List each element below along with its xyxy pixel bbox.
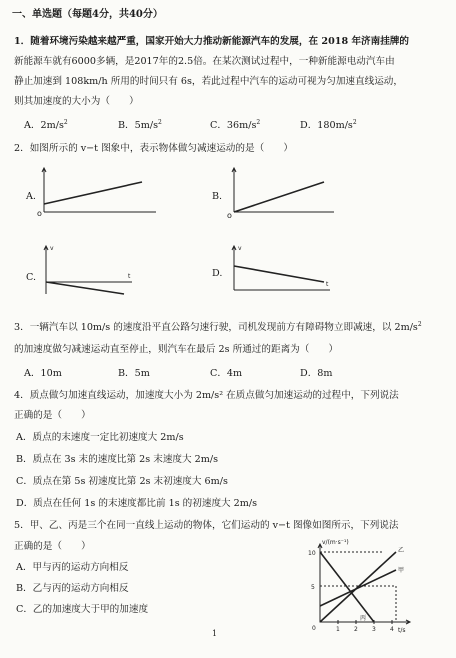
q1-option-c: C．$36m/s^2$ [210, 119, 261, 131]
q5-origin: 0 [312, 625, 316, 632]
q1-line-2: 新能源车就有6000多辆，是2017年的2.5倍。在某次测试过程中，一种新能源电动汽车由 [14, 56, 395, 67]
q1-line-3: 静止加速到 108km/h 所用的时间只有 6s，若此过程中汽车的运动可视为匀加速直线运动， [14, 76, 403, 87]
q1-option-b: B．$5m/s^2$ [118, 119, 162, 131]
q4-option-c: C．质点在第 5s 初速度比第 2s 末初速度大 6m/s [16, 476, 228, 487]
q1-line-1: 1．随着环境污染越来越严重，国家开始大力推动新能源汽车的发展，在 2018 年济南挂牌的 [14, 36, 410, 47]
q3-line-2: 的加速度做匀减速运动直至停止，则汽车在最后 2s 所通过的距离为（ ） [14, 344, 339, 355]
q5-vt-graph [304, 536, 414, 636]
q3-option-b: B．5m [118, 368, 150, 379]
q1-option-d: D．$180m/s^2$ [300, 119, 357, 131]
q3-option-d: D．8m [300, 368, 333, 379]
q5-y-tick-10: 10 [308, 550, 316, 557]
q3-line-1: 3．一辆汽车以 10m/s 的速度沿平直公路匀速行驶，司机发现前方有障碍物立即减速，以 $2m/s^2$ [14, 321, 422, 333]
q5-line-2: 正确的是（ ） [14, 541, 91, 552]
q5-y-tick-5: 5 [311, 584, 315, 591]
q4-option-b: B．质点在 3s 末的速度比第 2s 末速度大 2m/s [16, 454, 219, 465]
q4-line-2: 正确的是（ ） [14, 410, 91, 421]
q3-option-c: C．4m [210, 368, 243, 379]
svg-text:o: o [37, 209, 42, 218]
q1-option-a: A．$2m/s^2$ [24, 119, 68, 131]
svg-text:v: v [50, 245, 54, 252]
q4-line-1: 4．质点做匀加速直线运动，加速度大小为 2m/s² 在质点做匀加速运动的过程中，下列说法 [14, 390, 399, 401]
q5-line-1: 5．甲、乙、丙是三个在同一直线上运动的物体，它们运动的 v−t 图像如图所示，下列说法 [14, 520, 399, 531]
q5-x-unit: t/s [398, 627, 406, 634]
q1-line-4: 则其加速度的大小为（ ） [14, 96, 139, 107]
svg-text:t: t [128, 273, 131, 280]
svg-text:t: t [326, 281, 329, 288]
page-number: 1 [212, 629, 218, 638]
q2-graph-d [228, 242, 338, 296]
q5-x-tick-3: 3 [372, 626, 376, 633]
q5-x-tick-2: 2 [354, 626, 358, 633]
q5-option-a: A．甲与丙的运动方向相反 [16, 562, 129, 573]
q5-x-tick-1: 1 [336, 626, 340, 633]
q2-option-a-label: A. [26, 191, 36, 202]
q5-label-yi: 乙 [398, 547, 405, 554]
q5-y-axis-label: v/(m·s⁻¹) [322, 539, 349, 546]
section-title: 一、单选题（每题4分，共40分） [12, 9, 163, 20]
q2-graph-b [228, 164, 338, 220]
svg-text:v: v [238, 245, 242, 252]
q5-label-jia: 甲 [398, 567, 405, 574]
svg-text:o: o [227, 211, 232, 220]
q5-label-bing: 丙 [360, 615, 367, 622]
q2-option-d-label: D. [212, 268, 223, 279]
q2-graph-c [40, 242, 140, 300]
q4-option-d: D．质点在任何 1s 的末速度都比前 1s 的初速度大 2m/s [16, 498, 258, 509]
q2-option-c-label: C. [26, 272, 37, 283]
q5-option-b: B．乙与丙的运动方向相反 [16, 583, 129, 594]
q2-graph-a [37, 164, 160, 220]
q3-option-a: A．10m [24, 368, 62, 379]
q5-x-tick-4: 4 [390, 626, 394, 633]
q2-option-b-label: B. [212, 191, 223, 202]
q4-option-a: A．质点的末速度一定比初速度大 2m/s [16, 432, 184, 443]
q2-stem: 2．如图所示的 v−t 图象中，表示物体做匀减速运动的是（ ） [14, 143, 293, 154]
q5-option-c: C．乙的加速度大于甲的加速度 [16, 604, 149, 615]
